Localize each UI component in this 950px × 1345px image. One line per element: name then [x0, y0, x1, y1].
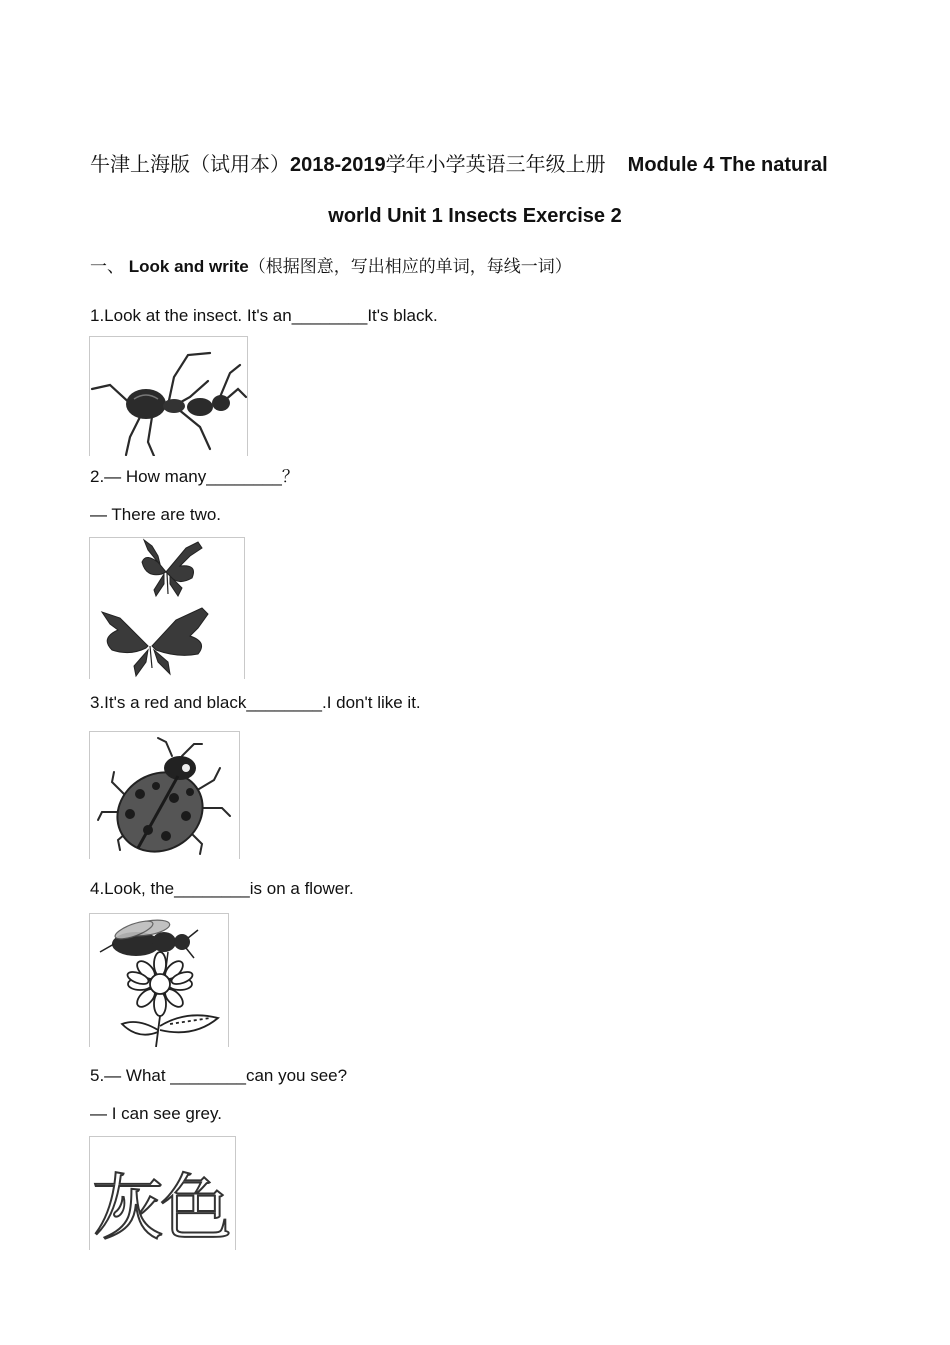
section-heading [90, 257, 572, 277]
section-number: 一、 [90, 257, 124, 276]
title-cn-grade: 学年小学英语三年级上册 [385, 154, 606, 176]
butterflies-picture [89, 537, 245, 679]
title-year: 2018-2019 [290, 154, 386, 176]
question-3-text: 3.It's a red and black________.I don't like it. [90, 693, 421, 712]
question-1-text: 1.Look at the insect. It's an________It's black. [90, 306, 438, 325]
document-title-line-1 [90, 152, 828, 178]
grey-characters-text: 灰色 [92, 1166, 229, 1250]
grey-characters-picture [89, 1136, 236, 1250]
bee-on-flower-picture [89, 913, 229, 1047]
question-5-answer: — I can see grey. [90, 1104, 222, 1123]
question-2-answer: — There are two. [90, 505, 222, 524]
document-title-line-2: world Unit 1 Insects Exercise 2 [328, 205, 622, 227]
question-2-text: 2.— How many________？ [90, 467, 299, 486]
section-title: Look and write [128, 257, 249, 276]
title-cn-prefix: 牛津上海版（试用本） [90, 154, 290, 176]
title-module: Module 4 The natural [627, 154, 828, 176]
ant-picture [89, 336, 248, 456]
ladybird-picture [89, 731, 240, 859]
question-5-text: 5.— What ________can you see? [90, 1066, 348, 1085]
section-instruction: （根据图意，写出相应的单词，每线一词） [248, 257, 572, 276]
question-4-text: 4.Look, the________is on a flower. [90, 879, 354, 898]
